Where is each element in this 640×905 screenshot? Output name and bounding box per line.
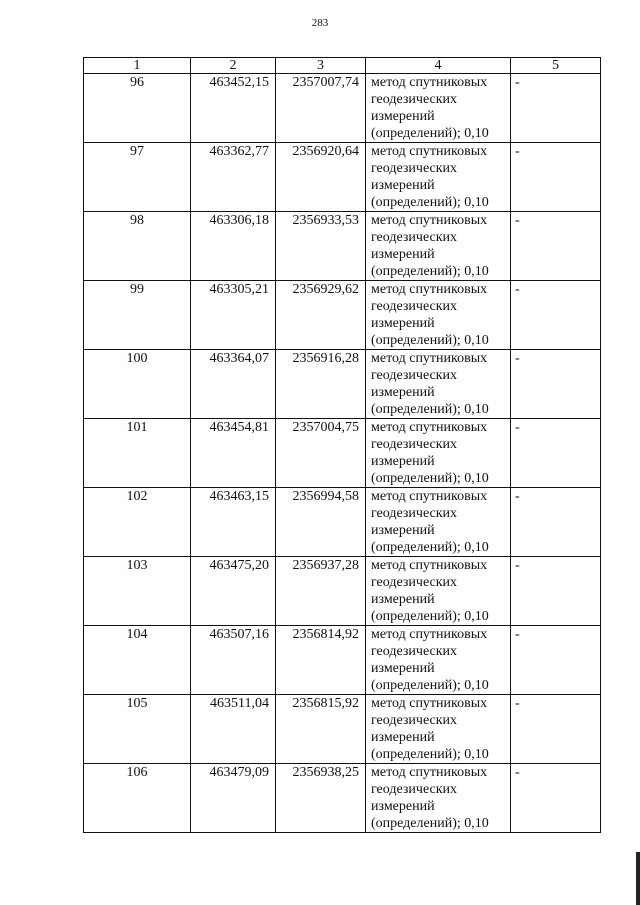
- note-cell: -: [511, 488, 601, 557]
- x-coordinate-cell: 463362,77: [191, 143, 276, 212]
- table-row: [84, 419, 601, 488]
- method-line: метод спутниковых: [371, 351, 488, 366]
- note-cell: -: [511, 143, 601, 212]
- method-line: (определений); 0,10: [371, 747, 489, 762]
- method-line: измерений: [371, 178, 435, 193]
- method-line: метод спутниковых: [371, 282, 488, 297]
- method-line: измерений: [371, 385, 435, 400]
- method-line: измерений: [371, 730, 435, 745]
- method-line: (определений); 0,10: [371, 678, 489, 693]
- point-number-cell: 101: [84, 419, 191, 488]
- note-cell: -: [511, 764, 601, 833]
- scan-edge-mark: [636, 852, 640, 905]
- x-coordinate-cell: 463305,21: [191, 281, 276, 350]
- page-number: 283: [311, 17, 329, 29]
- method-line: геодезических: [371, 437, 458, 452]
- y-coordinate-cell: 2356920,64: [276, 143, 366, 212]
- y-coordinate-cell: 2357007,74: [276, 74, 366, 143]
- header-cell-2: 2: [191, 58, 276, 74]
- coordinates-table: [83, 57, 601, 833]
- method-cell: [366, 764, 511, 833]
- y-coordinate-cell: 2356938,25: [276, 764, 366, 833]
- x-coordinate-cell: 463463,15: [191, 488, 276, 557]
- x-coordinate-cell: 463454,81: [191, 419, 276, 488]
- method-line: (определений); 0,10: [371, 126, 489, 141]
- method-line: геодезических: [371, 161, 458, 176]
- method-cell: [366, 74, 511, 143]
- method-cell: [366, 350, 511, 419]
- method-line: геодезических: [371, 575, 458, 590]
- method-line: метод спутниковых: [371, 420, 488, 435]
- method-line: геодезических: [371, 644, 458, 659]
- note-cell: -: [511, 212, 601, 281]
- point-number-cell: 100: [84, 350, 191, 419]
- method-line: геодезических: [371, 230, 458, 245]
- method-cell: [366, 695, 511, 764]
- method-line: метод спутниковых: [371, 696, 488, 711]
- method-cell: [366, 557, 511, 626]
- method-line: измерений: [371, 523, 435, 538]
- x-coordinate-cell: 463364,07: [191, 350, 276, 419]
- point-number-cell: 103: [84, 557, 191, 626]
- method-cell: [366, 281, 511, 350]
- method-line: геодезических: [371, 713, 458, 728]
- method-line: (определений); 0,10: [371, 264, 489, 279]
- point-number-cell: 106: [84, 764, 191, 833]
- y-coordinate-cell: 2356929,62: [276, 281, 366, 350]
- method-line: метод спутниковых: [371, 75, 488, 90]
- point-number-cell: 96: [84, 74, 191, 143]
- note-cell: -: [511, 626, 601, 695]
- method-line: метод спутниковых: [371, 144, 488, 159]
- y-coordinate-cell: 2357004,75: [276, 419, 366, 488]
- point-number-cell: 97: [84, 143, 191, 212]
- method-line: измерений: [371, 109, 435, 124]
- header-cell-4: 4: [366, 58, 511, 74]
- header-cell-1: 1: [84, 58, 191, 74]
- method-line: метод спутниковых: [371, 627, 488, 642]
- method-line: измерений: [371, 316, 435, 331]
- y-coordinate-cell: 2356937,28: [276, 557, 366, 626]
- header-cell-5: 5: [511, 58, 601, 74]
- table-row: [84, 488, 601, 557]
- method-line: измерений: [371, 799, 435, 814]
- y-coordinate-cell: 2356916,28: [276, 350, 366, 419]
- table-row: [84, 626, 601, 695]
- y-coordinate-cell: 2356814,92: [276, 626, 366, 695]
- point-number-cell: 102: [84, 488, 191, 557]
- point-number-cell: 105: [84, 695, 191, 764]
- table-row: [84, 74, 601, 143]
- point-number-cell: 104: [84, 626, 191, 695]
- method-cell: [366, 488, 511, 557]
- method-line: геодезических: [371, 92, 458, 107]
- y-coordinate-cell: 2356815,92: [276, 695, 366, 764]
- method-line: (определений); 0,10: [371, 540, 489, 555]
- method-line: (определений); 0,10: [371, 333, 489, 348]
- table-row: [84, 557, 601, 626]
- note-cell: -: [511, 419, 601, 488]
- method-line: (определений); 0,10: [371, 195, 489, 210]
- method-line: метод спутниковых: [371, 213, 488, 228]
- method-line: геодезических: [371, 368, 458, 383]
- method-line: измерений: [371, 661, 435, 676]
- method-line: (определений); 0,10: [371, 471, 489, 486]
- method-line: метод спутниковых: [371, 489, 488, 504]
- table-header-row: [84, 58, 601, 74]
- table-row: [84, 212, 601, 281]
- method-line: измерений: [371, 592, 435, 607]
- method-line: (определений); 0,10: [371, 609, 489, 624]
- table-row: [84, 764, 601, 833]
- table-row: [84, 281, 601, 350]
- note-cell: -: [511, 74, 601, 143]
- x-coordinate-cell: 463511,04: [191, 695, 276, 764]
- y-coordinate-cell: 2356994,58: [276, 488, 366, 557]
- point-number-cell: 99: [84, 281, 191, 350]
- x-coordinate-cell: 463452,15: [191, 74, 276, 143]
- note-cell: -: [511, 350, 601, 419]
- method-cell: [366, 626, 511, 695]
- point-number-cell: 98: [84, 212, 191, 281]
- y-coordinate-cell: 2356933,53: [276, 212, 366, 281]
- method-cell: [366, 419, 511, 488]
- method-line: геодезических: [371, 782, 458, 797]
- method-line: геодезических: [371, 506, 458, 521]
- method-line: измерений: [371, 454, 435, 469]
- table-row: [84, 350, 601, 419]
- x-coordinate-cell: 463507,16: [191, 626, 276, 695]
- table-row: [84, 695, 601, 764]
- x-coordinate-cell: 463475,20: [191, 557, 276, 626]
- x-coordinate-cell: 463479,09: [191, 764, 276, 833]
- note-cell: -: [511, 281, 601, 350]
- method-line: (определений); 0,10: [371, 402, 489, 417]
- method-cell: [366, 212, 511, 281]
- note-cell: -: [511, 695, 601, 764]
- x-coordinate-cell: 463306,18: [191, 212, 276, 281]
- table-row: [84, 143, 601, 212]
- header-cell-3: 3: [276, 58, 366, 74]
- method-line: (определений); 0,10: [371, 816, 489, 831]
- method-line: метод спутниковых: [371, 558, 488, 573]
- note-cell: -: [511, 557, 601, 626]
- method-line: метод спутниковых: [371, 765, 488, 780]
- method-cell: [366, 143, 511, 212]
- method-line: измерений: [371, 247, 435, 262]
- method-line: геодезических: [371, 299, 458, 314]
